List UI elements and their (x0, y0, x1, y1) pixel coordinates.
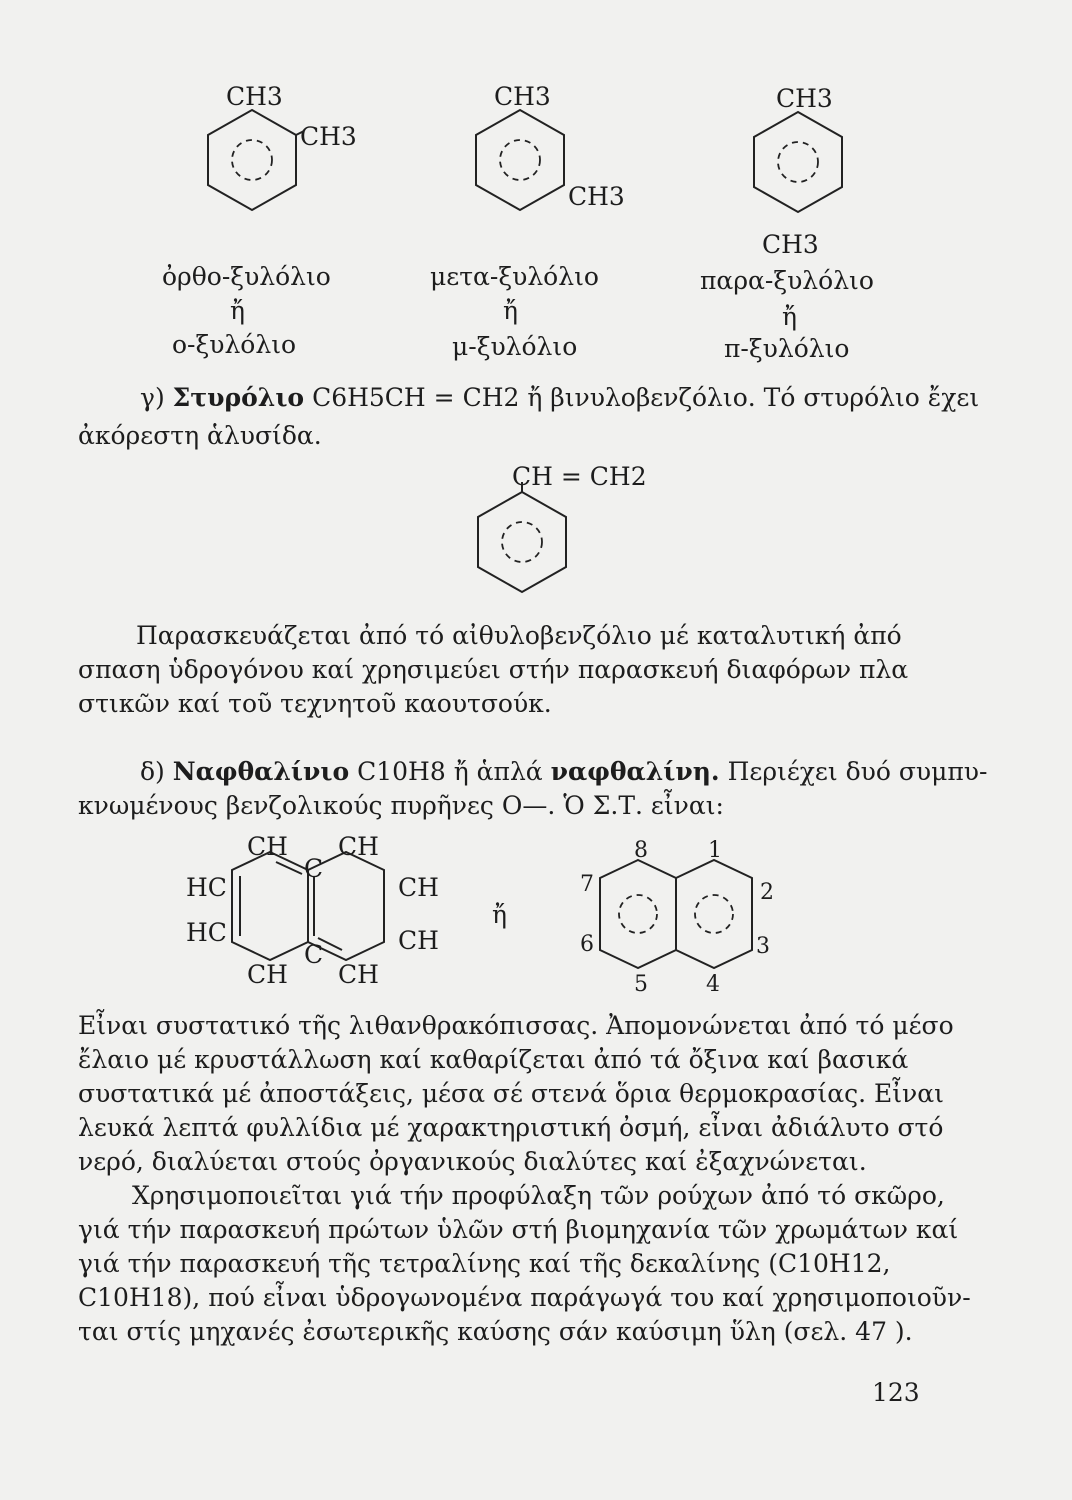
naphthalene-or: ἤ (492, 900, 507, 929)
styrene-vinyl-label: CH = CH2 (512, 462, 647, 491)
naphthalene-ring-structure (598, 856, 768, 986)
styrene-para-2: σπαση ὑδρογόνου καί χρησιμεύει στήν παρασκευή διαφόρων πλα (78, 655, 909, 684)
kekule-ch-bottom-right: CH (338, 960, 379, 989)
ortho-name: ὀρθο-ξυλόλιο (162, 262, 331, 291)
kekule-ch-right-bottom: CH (398, 926, 439, 955)
ortho-ch3-side: CH3 (300, 122, 357, 151)
position-3: 3 (756, 934, 770, 959)
para-name: παρα-ξυλόλιο (700, 266, 874, 295)
naphthalene-heading: δ) Ναφθαλίνιο C10H8 ἤ ἁπλά ναφθαλίνη. Περιέχει δυό συμπυ- (140, 757, 988, 786)
naphthalene-para2-5: ται στίς μηχανές ἐσωτερικῆς καύσης σάν καύσιμη ὕλη (σελ. 47 ). (78, 1317, 913, 1346)
para-or: ἤ (782, 302, 797, 331)
naphthalene-para1-2: ἔλαιο μέ κρυστάλλωση καί καθαρίζεται ἀπό τά ὄξινα καί βασικά (78, 1045, 909, 1074)
ortho-ch3-top: CH3 (226, 82, 283, 111)
meta-or: ἤ (503, 296, 518, 325)
position-1: 1 (708, 838, 722, 863)
position-5: 5 (634, 972, 648, 997)
naphthalene-para2-2: γιά τήν παρασκευή πρώτων ὑλῶν στή βιομηχανία τῶν χρωμάτων καί (78, 1215, 959, 1244)
kekule-hc-left-bottom: HC (186, 918, 227, 947)
kekule-c-top: C (304, 854, 324, 883)
styrene-line2: ἀκόρεστη ἁλυσίδα. (78, 421, 322, 450)
styrene-para-3: στικῶν καί τοῦ τεχνητοῦ καουτσούκ. (78, 689, 552, 718)
naphthalene-para1-4: λευκά λεπτά φυλλίδια μέ χαρακτηριστική ὀσμή, εἶναι ἀδιάλυτο στό (78, 1113, 944, 1142)
meta-xylene-ring (468, 108, 578, 218)
styrene-ring (470, 490, 580, 600)
meta-short: μ-ξυλόλιο (452, 332, 578, 361)
page-number: 123 (872, 1378, 920, 1407)
naphthalene-para1-5: νερό, διαλύεται στούς ὀργανικούς διαλύτες καί ἐξαχνώνεται. (78, 1147, 867, 1176)
kekule-ch-top-left: CH (247, 832, 288, 861)
naphthalene-line2: κνωμένους βενζολικούς πυρῆνες Ο—. Ὁ Σ.Τ. εἶναι: (78, 791, 724, 820)
meta-ch3-side: CH3 (568, 182, 625, 211)
position-2: 2 (760, 880, 774, 905)
naphthalene-para1-3: συστατικά μέ ἀποστάξεις, μέσα σέ στενά ὅρια θερμοκρασίας. Εἶναι (78, 1079, 944, 1108)
meta-ch3-top: CH3 (494, 82, 551, 111)
para-ch3-top: CH3 (776, 84, 833, 113)
position-4: 4 (706, 972, 720, 997)
meta-name: μετα-ξυλόλιο (430, 262, 599, 291)
para-short: π-ξυλόλιο (724, 334, 850, 363)
ortho-short: ο-ξυλόλιο (172, 330, 297, 359)
naphthalene-para1-1: Εἶναι συστατικό τῆς λιθανθρακόπισσας. Ἀπομονώνεται ἀπό τό μέσο (78, 1011, 954, 1040)
kekule-ch-bottom-left: CH (247, 960, 288, 989)
naphthalene-para2-4: C10H18), πού εἶναι ὑδρογωνομένα παράγωγά του καί χρησιμοποιοῦν- (78, 1283, 971, 1312)
ortho-xylene-ring (200, 108, 310, 218)
para-ch3-bottom: CH3 (762, 230, 819, 259)
naphthalene-para2-1: Χρησιμοποιεῖται γιά τήν προφύλαξη τῶν ρούχων ἀπό τό σκῶρο, (132, 1181, 945, 1210)
position-8: 8 (634, 838, 648, 863)
naphthalene-para2-3: γιά τήν παρασκευή τῆς τετραλίνης καί τῆς δεκαλίνης (C10H12, (78, 1249, 891, 1278)
styrene-para-1: Παρασκευάζεται ἀπό τό αἰθυλοβενζόλιο μέ καταλυτική ἀπό (136, 621, 902, 650)
position-7: 7 (580, 872, 594, 897)
styrene-heading: γ) Στυρόλιο C6H5CH = CH2 ἤ βινυλοβενζόλιο. Τό στυρόλιο ἔχει (140, 383, 980, 412)
ortho-or: ἤ (230, 296, 245, 325)
kekule-ch-right-top: CH (398, 873, 439, 902)
position-6: 6 (580, 932, 594, 957)
kekule-c-bottom: C (304, 940, 324, 969)
kekule-hc-left-top: HC (186, 873, 227, 902)
para-xylene-ring (746, 110, 856, 220)
kekule-ch-top-right: CH (338, 832, 379, 861)
